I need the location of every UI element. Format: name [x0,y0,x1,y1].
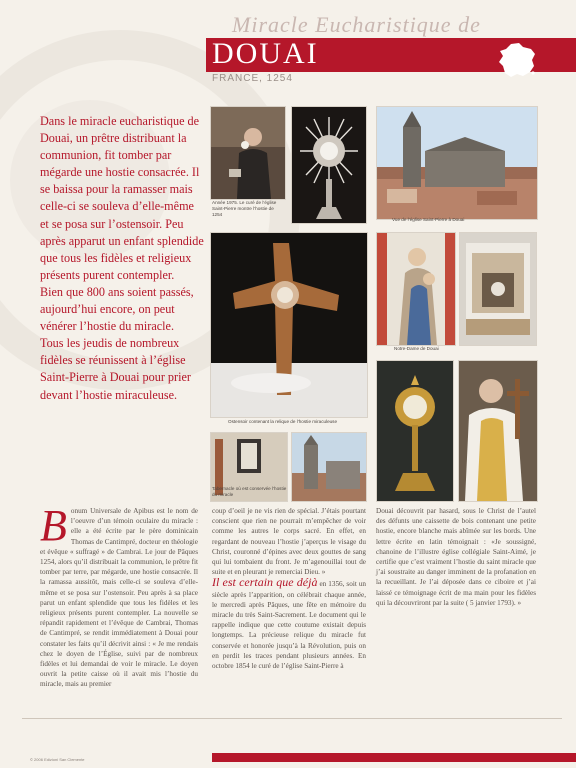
intro-paragraph-1: Dans le miracle eucharistique de Douai, un prêtre distribuant la communion, fit tomber par mégarde une hostie consacrée. Il se baissa pour la ramasser mais celle-ci se souleva d’elle-même et se posa sur l’ostensoir. Peu après apparut un enfant splendide que tous les fidèles et religieux présents purent contempler. [40,114,204,282]
caption-church-view: Vue de l’église Saint-Pierre à Douai [392,217,465,222]
body-column-2 [212,506,366,671]
page-title: DOUAI [212,37,319,70]
body-col2-text-a: coup d’oeil je ne vis rien de spécial. J’étais pourtant conscient que rien ne pourrait m’empêcher de voir comme les autres le corps sacré. En effet, en regardant de nouveau l’hostie j’aperçus le visage du Christ, couronné d’épines avec deux gouttes de sang qui lui tombaient du front. Je m’agenouillai tout de suite et en pleurant je remerciai Dieu. » [212,507,366,577]
body-column-1 [40,501,198,690]
priest-cross-photo [458,360,538,502]
notre-dame-photo [376,232,456,346]
caption-priest: Année 1975. Le curé de l’église Saint-Pierre montre l’hostie de 1254 [212,200,277,217]
body-col3-text: Douai découvrit par hasard, sous le Christ de l’autel des défunts une caissette de bois contenant une petite hostie, encore blanche mais abîmée sur les bords. Une lettre écrite en latin témoignait : «Je soussigné, chanoine de l’illustre église collégiale Saint-Aimé, je certifie que c’est vraiment l’hostie du saint miracle que j’ai soustraite au danger imminent de la profanation en la recueillant. Je l’ai déposée dans ce ciboire et j’ai laissé ce témoignage écrit de ma main pour les fidèles qui la découvriront par la suite ( 5 janvier 1793). » [376,507,536,607]
altar-photo [459,232,537,346]
body-col2-text-b: en 1356, soit un siècle après l’apparition, on célébrait chaque année, le mercredi après Pâques, une fête en mémoire du miracle du très Saint-Sacrement. Le document qui le rappelle indique que cette coutume existait depuis longtemps. La précieuse relique du miracle fut conservée et honorée jusqu’à la Révolution, puis on en perdit les traces pendant plusieurs années. En octobre 1854 le curé de l’église Saint-Pierre à [212,580,367,671]
priest-photo [210,106,286,200]
france-map-icon [497,42,537,78]
bottom-divider [22,718,562,719]
intro-paragraph-2: Bien que 800 ans soient passés, aujourd’hui encore, on peut vénérer l’hostie du miracle. [40,284,194,334]
body-col1-text: onum Universale de Apibus est le nom de l’oeuvre d’un témoin oculaire du miracle : elle a été écrite par le père dominicain Thomas de Cantimpré, docteur en théologie et évêque « suffragé » de Cambrai. Le jour de Pâques 1254, alors qu’il distribuait la communion, le prêtre fit tomber par terre, par mégarde, une hostie consacrée. Il la ramassa aussitôt, mais celle-ci se souleva d’elle-même et se posa sur l’ostensoir. Peu après à sa place parut un enfant splendide que tous les fidèles et les religieux présents purent contempler. La nouvelle se répandit rapidement et l’évêque de Cambrai, Thomas de Cantimpré, se rendit immédiatement à Douai pour constater les faits qu’il décrivit ainsi : « Je me rendais chez le doyen de l’Église, suivi par de nombreux fidèles et lui demandai de voir le miracle. Le doyen ouvrit la petite caisse où il avait mis l’hostie du miracle, mais au premier [40,507,198,689]
body-column-3 [376,506,536,608]
church-view-photo [376,106,538,220]
footer-note: © 2006 Edizioni San Clemente [30,757,85,762]
caption-ostensoir: Ostensoir contenant la relique de l’hostie miraculeuse [228,419,338,424]
ostensoir-cross-photo [210,232,368,418]
body-col2-lead: Il est certain que déjà [212,575,318,590]
footer-band [212,753,576,762]
caption-tabernacle: Tabernacle où est conservée l’hostie du miracle [212,486,287,497]
drop-cap: B [40,501,67,550]
city-view-photo [291,432,367,502]
intro-text [40,113,205,404]
intro-paragraph-3: Tous les jeudis de nombreux fidèles se réunissent à l’église Saint-Pierre à Douai pour prier devant l’hostie miraculeuse. [40,336,191,402]
page-subtitle: FRANCE, 1254 [212,73,293,84]
gold-monstrance-photo [376,360,454,502]
monstrance-photo [291,106,367,224]
header-script-title: Miracle Eucharistique de [232,12,481,37]
caption-notre-dame: Notre-Dame de Douai [394,346,439,351]
